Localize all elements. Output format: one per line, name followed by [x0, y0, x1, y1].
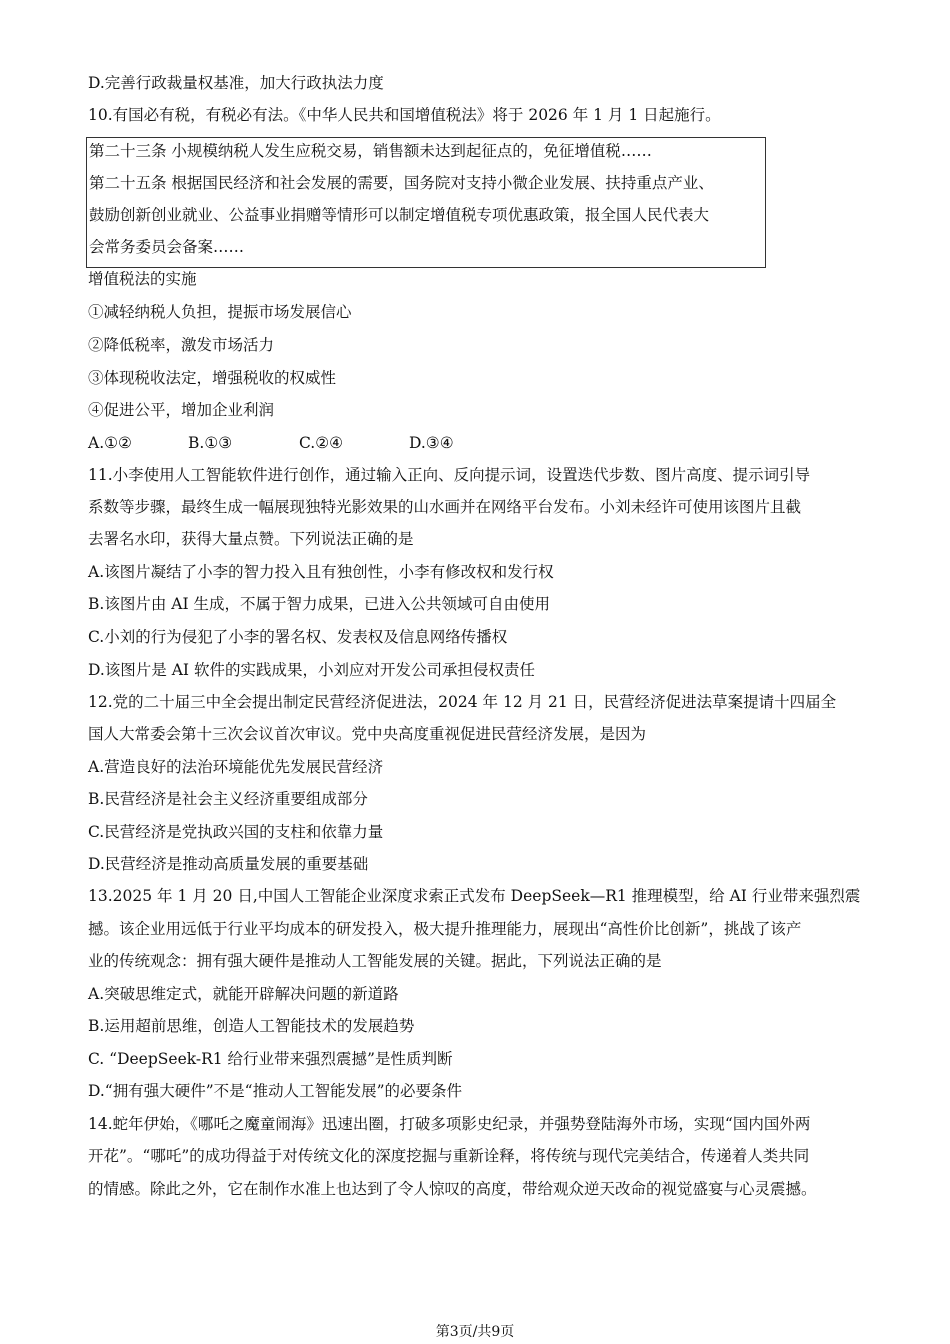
q10-box-line: 第二十三条 小规模纳税人发生应税交易，销售额未达到起征点的，免征增值税…… [89, 142, 652, 160]
q10-item: ③体现税收法定，增强税收的权威性 [88, 369, 337, 387]
q12-stem-line: 国人大常委会第十三次会议首次审议。党中央高度重视促进民营经济发展，是因为 [88, 725, 647, 743]
q12-option-d: D.民营经济是推动高质量发展的重要基础 [88, 855, 369, 873]
q13-option-c: C. “DeepSeek-R1 给行业带来强烈震撼”是性质判断 [88, 1050, 453, 1068]
q11-stem-line: 11.小李使用人工智能软件进行创作，通过输入正向、反向提示词，设置迭代步数、图片高度、提示词引导 [88, 466, 811, 484]
q10-item: ②降低税率，激发市场活力 [88, 336, 275, 354]
q13-stem-line: 13.2025 年 1 月 20 日,中国人工智能企业深度求索正式发布 DeepSeek—R1 推理模型，给 AI 行业带来强烈震 [88, 887, 861, 905]
q12-stem-line: 12.党的二十届三中全会提出制定民营经济促进法，2024 年 12 月 21 日，民营经济促进法草案提请十四届全 [88, 693, 837, 711]
q12-option-a: A.营造良好的法治环境能优先发展民营经济 [88, 758, 384, 776]
q10-stem: 10.有国必有税，有税必有法。《中华人民共和国增值税法》将于 2026 年 1 月 1 日起施行。 [88, 106, 721, 124]
q14-stem-line: 的情感。除此之外，它在制作水准上也达到了令人惊叹的高度，带给观众逆天改命的视觉盛宴与心灵震撼。 [88, 1180, 817, 1198]
q13-option-b: B.运用超前思维，创造人工智能技术的发展趋势 [88, 1017, 415, 1035]
q12-option-b: B.民营经济是社会主义经济重要组成部分 [88, 790, 368, 808]
q12-option-c: C.民营经济是党执政兴国的支柱和依靠力量 [88, 823, 384, 841]
q9-option-d: D.完善行政裁量权基准，加大行政执法力度 [88, 74, 384, 92]
q13-stem-line: 撼。该企业用远低于行业平均成本的研发投入，极大提升推理能力，展现出“高性价比创新”，挑战了该产 [88, 920, 802, 938]
q10-item: ④促进公平，增加企业利润 [88, 401, 275, 419]
q10-item: ①减轻纳税人负担，提振市场发展信心 [88, 303, 352, 321]
q11-stem-line: 去署名水印，获得大量点赞。下列说法正确的是 [88, 530, 414, 548]
q11-option-c: C.小刘的行为侵犯了小李的署名权、发表权及信息网络传播权 [88, 628, 508, 646]
page-number: 第3页/共9页 [435, 1324, 515, 1340]
q10-lead: 增值税法的实施 [88, 270, 197, 288]
q10-choice-b: B.①③ [188, 434, 233, 452]
q11-option-d: D.该图片是 AI 软件的实践成果，小刘应对开发公司承担侵权责任 [88, 661, 535, 679]
q14-stem-line: 14.蛇年伊始，《哪吒之魔童闹海》迅速出圈，打破多项影史纪录，并强势登陆海外市场，实现“国内国外两 [88, 1115, 811, 1133]
q11-option-a: A.该图片凝结了小李的智力投入且有独创性，小李有修改权和发行权 [88, 563, 554, 581]
q13-stem-line: 业的传统观念：拥有强大硬件是推动人工智能发展的关键。据此，下列说法正确的是 [88, 952, 662, 970]
q13-option-a: A.突破思维定式，就能开辟解决问题的新道路 [88, 985, 399, 1003]
q10-box-line: 鼓励创新创业就业、公益事业捐赠等情形可以制定增值税专项优惠政策，报全国人民代表大 [89, 206, 710, 224]
q10-choice-c: C.②④ [299, 434, 344, 452]
q10-choices [88, 432, 454, 454]
q10-choice-a: A.①② [88, 434, 132, 452]
q11-option-b: B.该图片由 AI 生成，不属于智力成果，已进入公共领域可自由使用 [88, 595, 550, 613]
q14-stem-line: 开花”。“哪吒”的成功得益于对传统文化的深度挖掘与重新诠释，将传统与现代完美结合，传递着人类共同 [88, 1147, 810, 1165]
q10-law-excerpt-box [86, 137, 766, 268]
q10-box-line: 会常务委员会备案…… [89, 238, 245, 256]
q10-box-line: 第二十五条 根据国民经济和社会发展的需要，国务院对支持小微企业发展、扶持重点产业、 [89, 174, 714, 192]
q11-stem-line: 系数等步骤，最终生成一幅展现独特光影效果的山水画并在网络平台发布。小刘未经许可使用该图片且截 [88, 498, 802, 516]
q10-choice-d: D.③④ [409, 434, 454, 452]
q13-option-d: D.“拥有强大硬件”不是“推动人工智能发展”的必要条件 [88, 1082, 462, 1100]
